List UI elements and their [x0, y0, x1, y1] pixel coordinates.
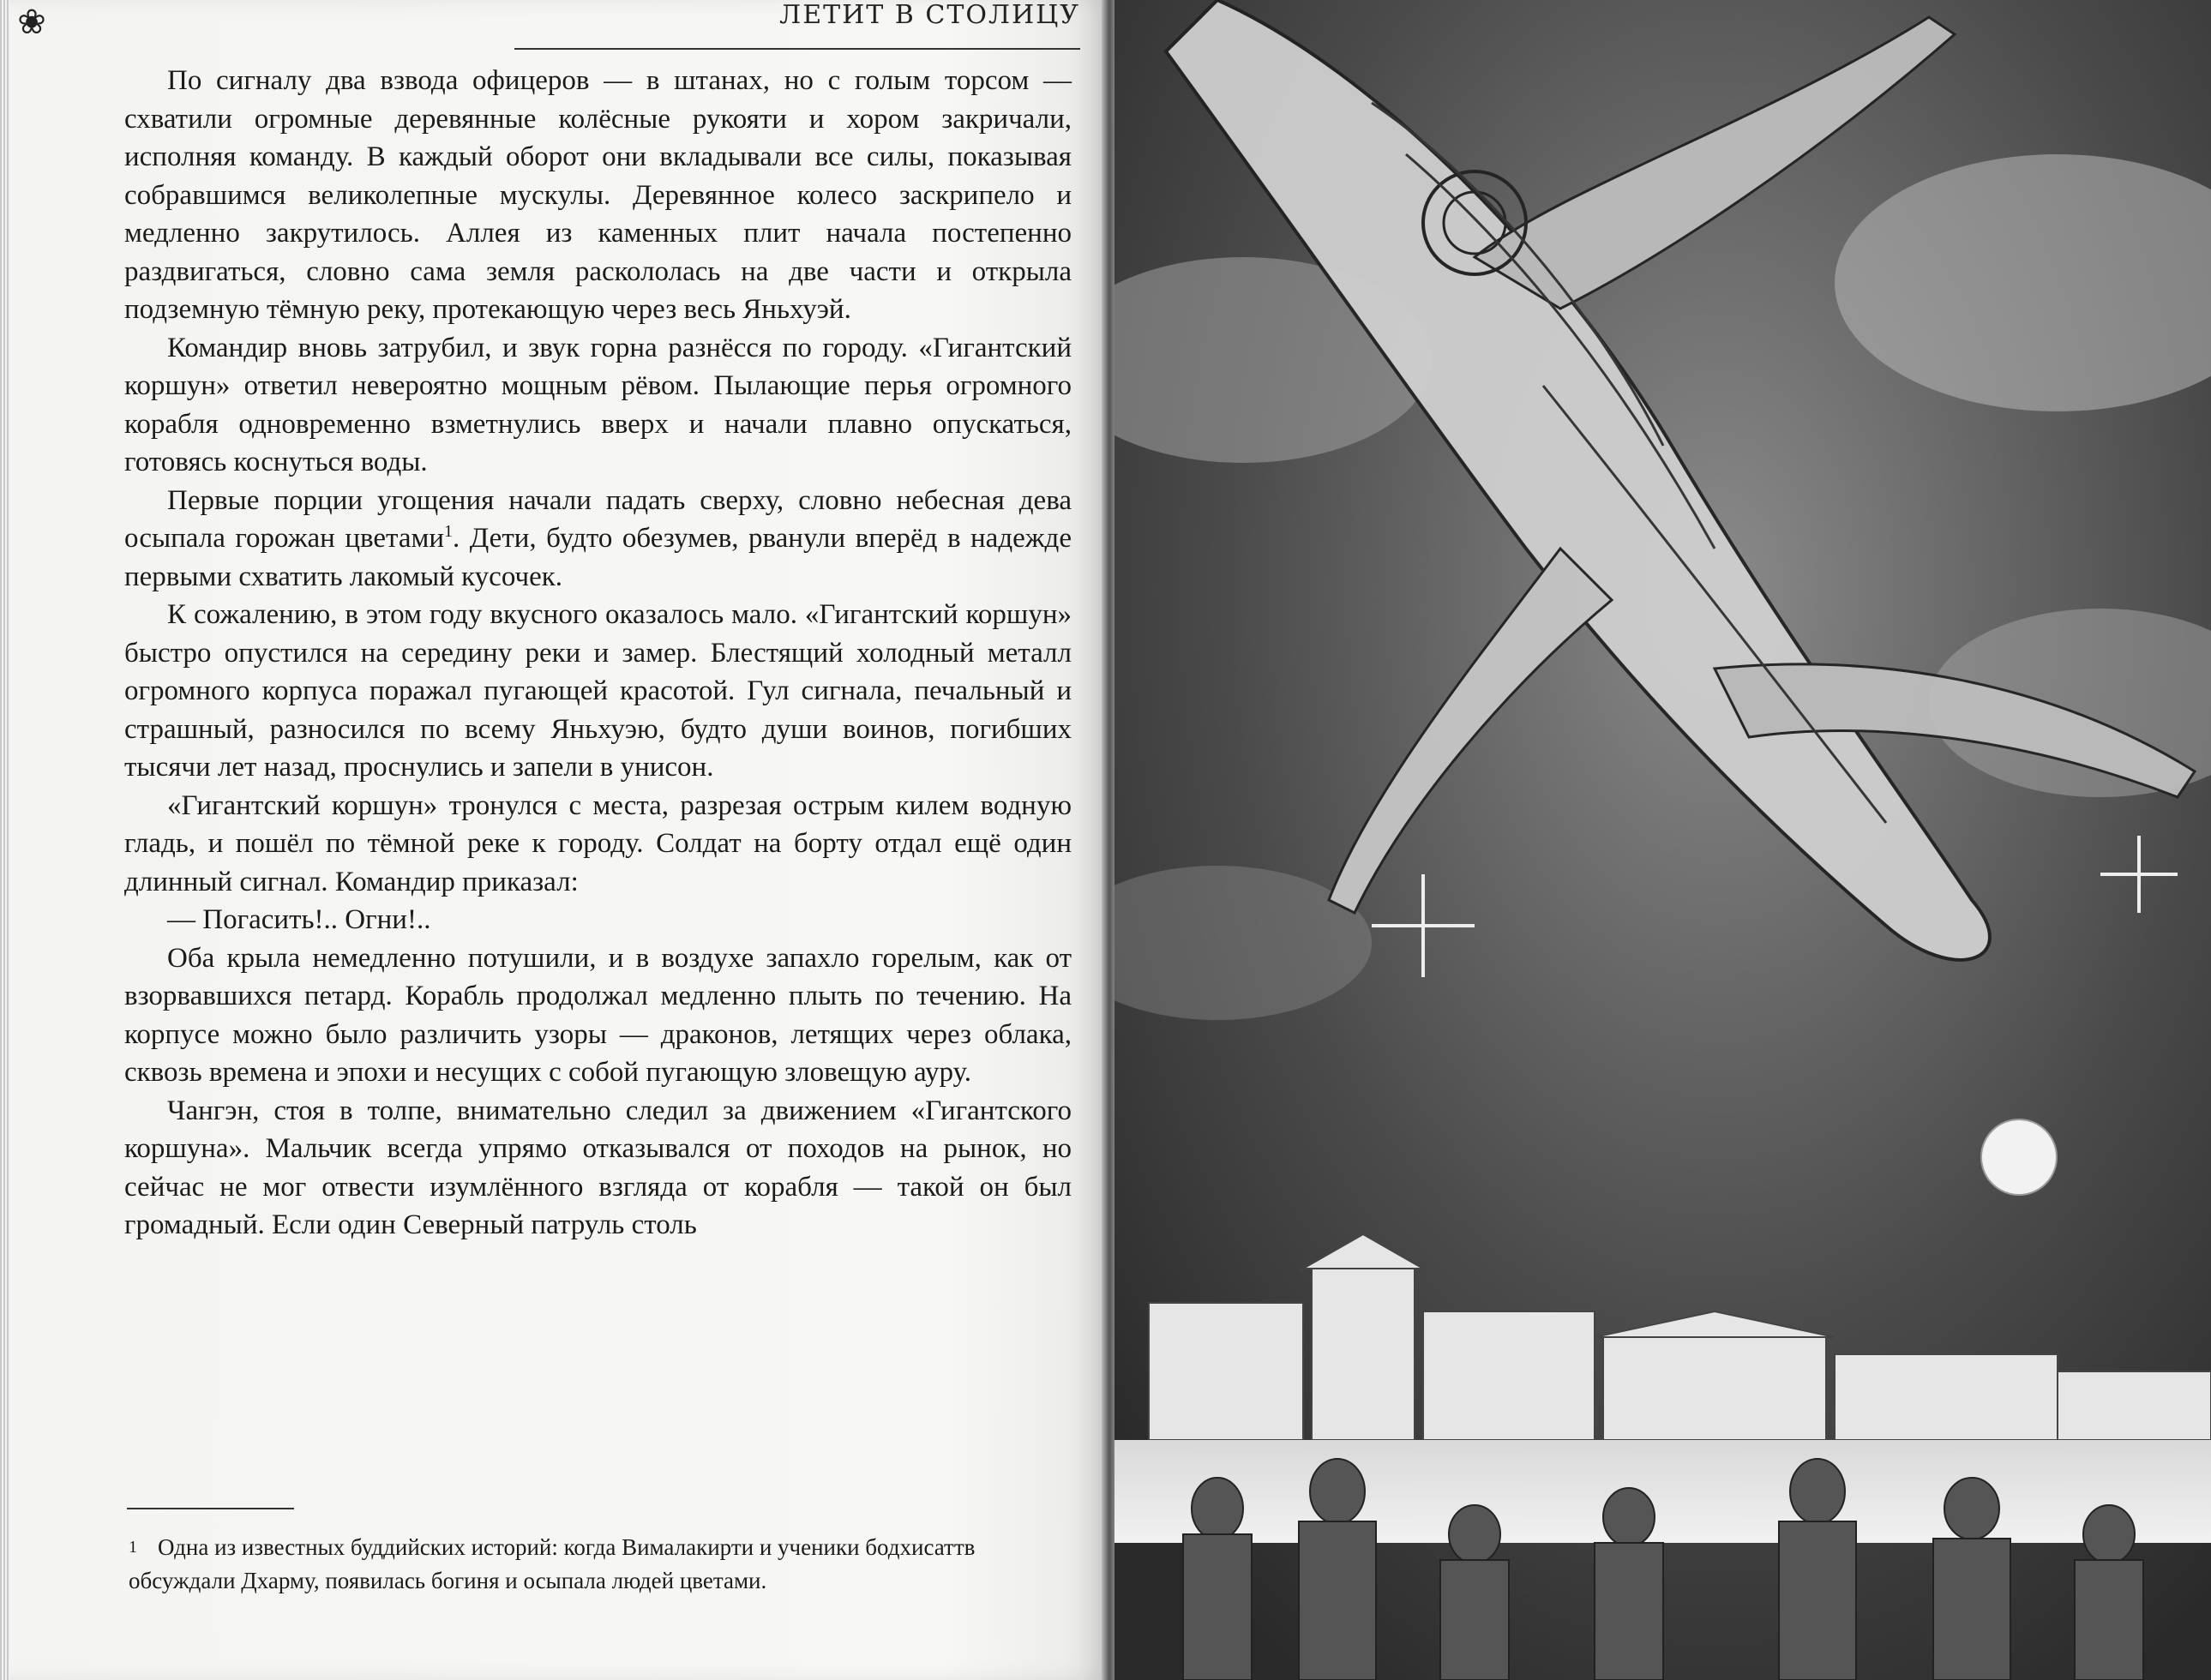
paragraph: Чангэн, стоя в толпе, внимательно следил за движением «Гигантского коршуна». Мальчик всегда упрямо отказывался от походов на рынок, но сейчас не мог отвести изумлённого взгляда от корабля — такой он был громадный. Если один Северный патруль столь — [124, 1095, 1072, 1240]
body-text — [124, 62, 1072, 1245]
paragraph: По сигналу два взвода офицеров — в штанах, но с голым торсом — схватили огромные деревянные колёсные рукояти и хором закричали, исполняя команду. В каждый оборот они вкладывали все силы, показывая собравшимся великолепные мускулы. Деревянное колесо заскрипело и медленно закрутилось. Аллея из каменных плит начала постепенно раздвигаться, словно сама земля раскололась на две части и открыла подземную тёмную реку, протекающую через весь Яньхуэй. — [124, 65, 1072, 325]
footnote-divider — [127, 1508, 294, 1509]
paragraph-text-continued: . Дети, будто обезумев, рванули вперёд в надежде первыми схватить лакомый кусочек. — [124, 523, 1072, 592]
moon — [1981, 1119, 2057, 1195]
running-head: ЛЕТИТ В СТОЛИЦУ — [514, 0, 1080, 50]
page-edge — [0, 0, 10, 1680]
paragraph: Оба крыла немедленно потушили, и в воздухе запахло горелым, как от взорвавшихся петард. Корабль продолжал медленно плыть по течению. На корпусе можно было различить узоры — драконов, летящих через облака, сквозь времена и эпохи и несущих с собой пугающую зловещую ауру. — [124, 942, 1072, 1088]
paragraph: Командир вновь затрубил, и звук горна разнёсся по городу. «Гигантский коршун» ответил невероятно мощным рёвом. Пылающие перья огромного корабля одновременно взметнулись вверх и начали плавно опускаться, готовясь коснуться воды. — [124, 332, 1072, 477]
footnote-text: Одна из известных буддийских историй: когда Вималакирти и ученики бодхисаттв обсуждали Дхарму, появилась богиня и осыпала людей цветами. — [129, 1534, 976, 1593]
dialogue-line: — Погасить!.. Огни!.. — [167, 904, 431, 935]
paragraph — [124, 482, 1072, 597]
paragraph: К сожалению, в этом году вкусного оказалось мало. «Гигантский коршун» быстро опустился на середину реки и замер. Блестящий холодный металл огромного корпуса поражал пугающей красотой. Гул сигнала, печальный и страшный, разносился по всему Яньхуэю, будто души воинов, погибших тысячи лет назад, проснулись и запели в унисон. — [124, 599, 1072, 783]
river — [1115, 1440, 2211, 1543]
footnote-marker[interactable]: 1 — [444, 522, 454, 541]
giant-kite-airship-illustration — [1115, 0, 2211, 1680]
flower-ornament-icon: ❀ — [17, 3, 46, 42]
footnote-number: 1 — [129, 1538, 137, 1557]
illustration-svg — [1115, 0, 2211, 1680]
footnote — [129, 1531, 1072, 1598]
paragraph-text: Первые порции угощения начали падать сверху, словно небесная дева осыпала горожан цветами — [124, 484, 1072, 554]
paragraph: «Гигантский коршун» тронулся с места, разрезая острым килем водную гладь, и пошёл по тёмной реке к городу. Солдат на борту отдал ещё один длинный сигнал. Командир приказал: — [124, 789, 1072, 897]
